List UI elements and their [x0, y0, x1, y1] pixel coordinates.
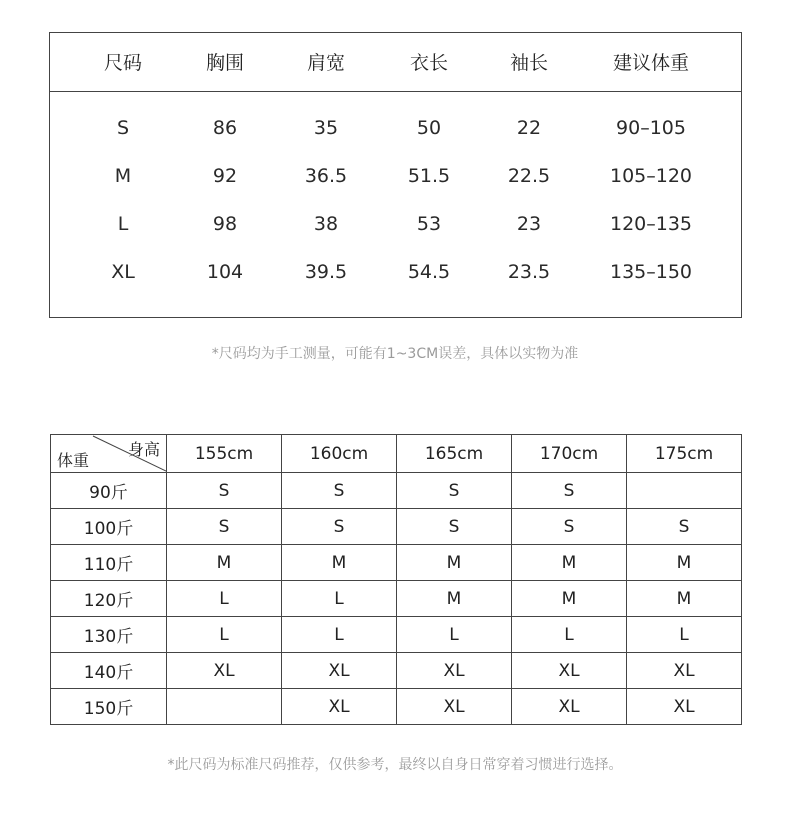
- size-cell: XL: [167, 653, 282, 689]
- table-row: [51, 689, 742, 725]
- length-cell: 51.5: [407, 165, 451, 187]
- chest-cell: 92: [212, 165, 238, 187]
- size-cell: XL: [512, 689, 627, 725]
- weight-label: 130斤: [51, 617, 167, 653]
- size-cell: S: [167, 509, 282, 545]
- size-chart-table: [49, 32, 742, 318]
- corner-height-label: 身高: [127, 440, 160, 459]
- header-length: 衣长: [409, 52, 448, 74]
- weight-label: 110斤: [51, 545, 167, 581]
- size-row-xl: [50, 260, 741, 284]
- table-row: [51, 581, 742, 617]
- table-row: [51, 617, 742, 653]
- sleeve-cell: 23.5: [507, 261, 551, 283]
- size-cell: L: [117, 213, 129, 235]
- size-cell: L: [167, 581, 282, 617]
- size-cell: M: [512, 545, 627, 581]
- sleeve-cell: 22: [516, 117, 542, 139]
- size-cell: XL: [282, 689, 397, 725]
- header-chest: 胸围: [205, 52, 244, 74]
- table-row: [51, 509, 742, 545]
- size-cell: M: [167, 545, 282, 581]
- size-cell: L: [282, 617, 397, 653]
- size-recommendation-table: [50, 434, 742, 725]
- size-row-l: [50, 212, 741, 236]
- shoulder-cell: 39.5: [304, 261, 348, 283]
- size-cell: S: [282, 473, 397, 509]
- size-cell: XL: [111, 261, 135, 283]
- height-header: 160cm: [282, 435, 397, 473]
- size-cell: [167, 689, 282, 725]
- length-cell: 54.5: [407, 261, 451, 283]
- size-cell: L: [512, 617, 627, 653]
- size-cell: XL: [627, 653, 742, 689]
- height-header: 155cm: [167, 435, 282, 473]
- length-cell: 50: [416, 117, 442, 139]
- weight-cell: 90–105: [616, 117, 686, 139]
- size-cell: L: [627, 617, 742, 653]
- size-cell: XL: [397, 653, 512, 689]
- size-cell: S: [282, 509, 397, 545]
- size-cell: S: [397, 473, 512, 509]
- height-header: 165cm: [397, 435, 512, 473]
- size-cell: L: [167, 617, 282, 653]
- table-row: [51, 473, 742, 509]
- height-header: 170cm: [512, 435, 627, 473]
- corner-cell: [51, 435, 167, 473]
- size-cell: M: [397, 545, 512, 581]
- weight-label: 140斤: [51, 653, 167, 689]
- size-cell: S: [627, 509, 742, 545]
- header-shoulder: 肩宽: [306, 52, 345, 74]
- sleeve-cell: 22.5: [507, 165, 551, 187]
- size-cell: M: [512, 581, 627, 617]
- chest-cell: 98: [212, 213, 238, 235]
- size-cell: S: [116, 117, 130, 139]
- header-size: 尺码: [103, 52, 142, 74]
- weight-label: 100斤: [51, 509, 167, 545]
- size-cell: S: [397, 509, 512, 545]
- chest-cell: 104: [206, 261, 244, 283]
- size-chart-header: [50, 33, 741, 92]
- table-row: [51, 653, 742, 689]
- height-header: 175cm: [627, 435, 742, 473]
- size-cell: M: [627, 581, 742, 617]
- header-sleeve: 袖长: [509, 52, 548, 74]
- size-cell: S: [512, 509, 627, 545]
- weight-cell: 135–150: [609, 261, 693, 283]
- size-row-m: [50, 164, 741, 188]
- sleeve-cell: 23: [516, 213, 542, 235]
- corner-weight-label: 体重: [57, 451, 90, 470]
- recommendation-note: *此尺码为标准尺码推荐，仅供参考，最终以自身日常穿着习惯进行选择。: [167, 757, 623, 773]
- size-cell: XL: [282, 653, 397, 689]
- size-cell: XL: [627, 689, 742, 725]
- size-cell: M: [114, 165, 132, 187]
- shoulder-cell: 35: [313, 117, 339, 139]
- table-row: [51, 545, 742, 581]
- size-cell: XL: [512, 653, 627, 689]
- header-weight: 建议体重: [612, 52, 689, 74]
- length-cell: 53: [416, 213, 442, 235]
- size-cell: L: [282, 581, 397, 617]
- size-cell: M: [627, 545, 742, 581]
- size-cell: M: [397, 581, 512, 617]
- size-cell: [627, 473, 742, 509]
- size-cell: M: [282, 545, 397, 581]
- weight-label: 120斤: [51, 581, 167, 617]
- size-cell: S: [167, 473, 282, 509]
- weight-label: 150斤: [51, 689, 167, 725]
- size-row-s: [50, 116, 741, 140]
- shoulder-cell: 38: [313, 213, 339, 235]
- weight-label: 90斤: [51, 473, 167, 509]
- shoulder-cell: 36.5: [304, 165, 348, 187]
- weight-cell: 120–135: [609, 213, 693, 235]
- size-cell: L: [397, 617, 512, 653]
- measurement-note: *尺码均为手工测量，可能有1~3CM误差，具体以实物为准: [211, 346, 579, 362]
- size-cell: XL: [397, 689, 512, 725]
- weight-cell: 105–120: [609, 165, 693, 187]
- height-header-row: [51, 435, 742, 473]
- size-cell: S: [512, 473, 627, 509]
- chest-cell: 86: [212, 117, 238, 139]
